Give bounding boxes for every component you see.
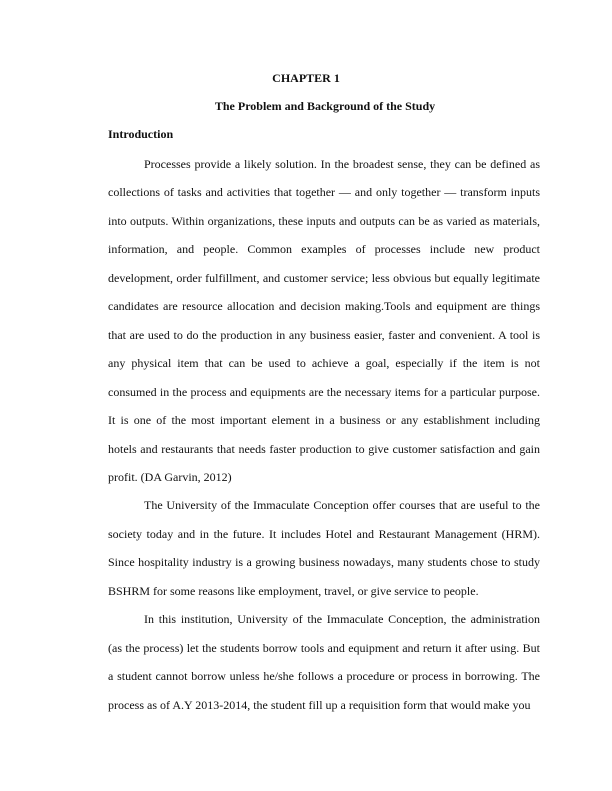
- chapter-title: The Problem and Background of the Study: [214, 99, 436, 113]
- paragraph: Processes provide a likely solution. In the broadest sense, they can be defined as collections of tasks and activities that together — and only together — transform inputs into outputs. Within organizations, these inputs and outputs can be as varied as materials, information, and people. Common examples of processes include new product development, order fulfillment, and customer service; less obvious but equally legitimate candidates are resource allocation and decision making.Tools and equipment are things that are used to do the production in any business easier, faster and convenient. A tool is any physical item that can be used to achieve a goal, especially if the item is not consumed in the process and equipments are the necessary items for a particular purpose. It is one of the most important element in a business or any establishment including hotels and restaurants that needs faster production to give customer satisfaction and gain profit. (DA Garvin, 2012): [108, 157, 540, 484]
- paragraph: In this institution, University of the Immaculate Conception, the administration (as the process) let the students borrow tools and equipment and return it after using. But a student cannot borrow unless he/she follows a procedure or process in borrowing. The process as of A.Y 2013-2014, the student fill up a requisition form that would make you: [108, 612, 540, 712]
- chapter-heading: CHAPTER 1: [272, 71, 340, 85]
- section-heading: Introduction: [108, 127, 174, 141]
- body-text: [108, 150, 540, 719]
- paragraph: The University of the Immaculate Conception offer courses that are useful to the society today and in the future. It includes Hotel and Restaurant Management (HRM). Since hospitality industry is a growing business nowadays, many students chose to study BSHRM for some reasons like employment, travel, or give service to people.: [108, 498, 540, 598]
